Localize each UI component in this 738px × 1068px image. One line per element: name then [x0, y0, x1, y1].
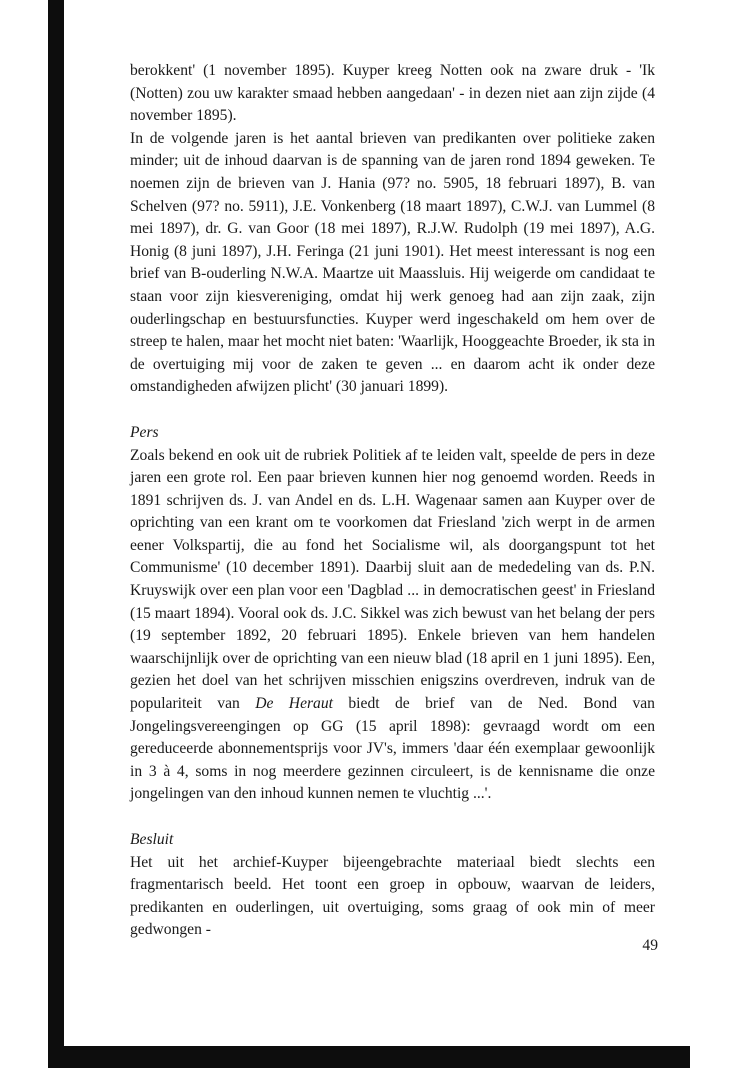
scan-border-left [48, 0, 64, 1068]
paragraph-1: berokkent' (1 november 1895). Kuyper kreeg Notten ook na zware druk - 'Ik (Notten) zou uw karakter smaad hebben aangedaan' - in dezen niet aan zijn zijde (4 november 1895). [130, 62, 655, 125]
scan-border-bottom [48, 1046, 690, 1068]
paragraph-3-part-1: Zoals bekend en ook uit de rubriek Politiek af te leiden valt, speelde de pers in deze jaren een grote rol. Een paar brieven kunnen hier nog genoemd worden. Reeds in 1891 schrijven ds. J. van Andel en ds. L.H. Wagenaar samen aan Kuyper over de oprichting van een krant om te voorkomen dat Friesland 'zich werpt in de armen eener Volkspartij, die au fond het Socialisme wil, als doorgangspunt tot het Communisme' (10 december 1891). Daarbij sluit aan de mededeling van ds. P.N. Kruyswijk over een plan voor een 'Dagblad ... in democratischen geest' in Friesland (15 maart 1894). Vooral ook ds. J.C. Sikkel was zich bewust van het belang der pers (19 september 1892, 20 februari 1895). Enkele brieven van hem handelen waarschijnlijk over de oprichting van een nieuw blad (18 april en 1 juni 1895). Een, gezien het doel van het schrijven misschien enigszins overdreven, indruk van de populariteit van [130, 446, 655, 713]
page-number: 49 [642, 937, 658, 954]
paragraph-3-italic-title: De Heraut [255, 695, 333, 713]
page-body [130, 60, 655, 942]
section-gap [130, 399, 655, 422]
heading-pers: Pers [130, 423, 159, 441]
paragraph-3 [130, 445, 655, 807]
paragraph-4: Het uit het archief-Kuyper bijeengebrachte materiaal biedt slechts een fragmentarisch beeld. Het toont een groep in opbouw, waarvan de leiders, predikanten en ouderlingen, uit overtuiging, soms graag of ook min of meer gedwongen - [130, 853, 655, 939]
heading-besluit: Besluit [130, 831, 174, 848]
paragraph-3-part-2: biedt de brief van de Ned. Bond van Jongelingsvereengingen op GG (15 april 1898): gevraagd wordt om een gereduceerde abonnementsprijs voor JV's, immers 'daar één exemplaar gewoonlijk in 3 à 4, soms in nog meerdere gezinnen circuleert, is de kennisname die onze jongelingen van den inhoud kunnen nemen te vluchtig ...'. [130, 695, 655, 803]
paragraph-2: In de volgende jaren is het aantal brieven van predikanten over politieke zaken minder; uit de inhoud daarvan is de spanning van de jaren rond 1894 geweken. Te noemen zijn de brieven van J. Hania (97? no. 5905, 18 februari 1897), B. van Schelven (97? no. 5911), J.E. Vonkenberg (18 maart 1897), C.W.J. van Lummel (8 mei 1897), dr. G. van Goor (18 mei 1897), R.J.W. Rudolph (19 mei 1897), A.G. Honig (8 juni 1897), J.H. Feringa (21 juni 1901). Het meest interessant is nog een brief van B-ouderling N.W.A. Maartze uit Maassluis. Hij weigerde om candidaat te staan voor zijn kiesvereniging, omdat hij werk genoeg had aan zijn zaak, zijn ouderlingschap en bestuursfuncties. Kuyper werd ingeschakeld om hem over de streep te halen, maar het mocht niet baten: 'Waarlijk, Hooggeachte Broeder, ik sta in de overtuiging mij voor de zaken te geven ... en daarom acht ik onder deze omstandigheden afwijzen plicht' (30 januari 1899). [130, 129, 655, 396]
section-gap [130, 806, 655, 829]
